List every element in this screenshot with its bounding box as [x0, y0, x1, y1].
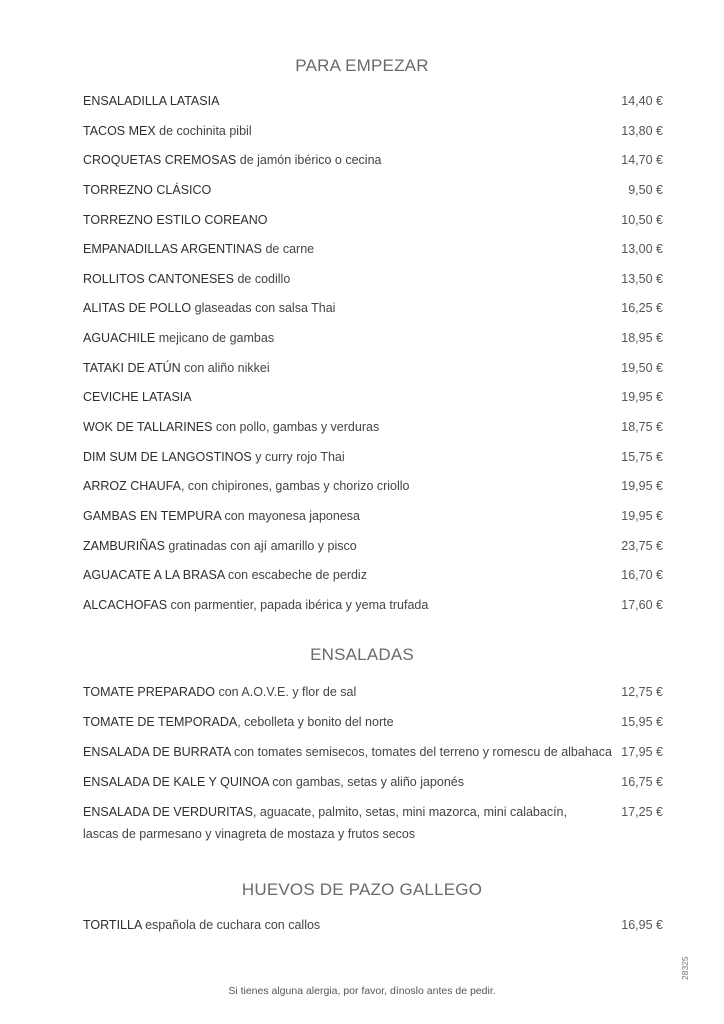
menu-item-title: TORREZNO CLÁSICO — [83, 182, 212, 197]
menu-item — [83, 294, 663, 324]
menu-item-name — [83, 383, 192, 413]
menu-item-description: de cochinita pibil — [155, 123, 252, 138]
menu-item-title: CEVICHE LATASIA — [83, 390, 192, 405]
menu-item-description: , aguacate, palmito, setas, mini mazorca, mini calabacín, lascas de parmesano y vinagreta de mostaza y frutos secos — [83, 805, 567, 841]
menu-item-title: ALITAS DE POLLO — [83, 301, 192, 316]
menu-item-price: 13,80 € — [621, 123, 663, 138]
menu-item — [83, 677, 663, 707]
menu-item-description: con escabeche de perdiz — [224, 568, 367, 583]
menu-item-name — [83, 797, 593, 845]
menu-item-name — [83, 265, 290, 295]
menu-item-description: de codillo — [233, 271, 291, 286]
menu-item-title: ALCACHOFAS — [83, 597, 168, 612]
menu-item — [83, 413, 663, 443]
menu-item-name — [83, 206, 268, 236]
menu-item-description: con gambas, setas y aliño japonés — [268, 775, 464, 789]
menu-item-price: 10,50 € — [621, 212, 663, 227]
menu-item-title: TACOS MEX — [83, 123, 156, 138]
menu-item — [83, 737, 663, 767]
menu-item-name — [83, 176, 211, 206]
menu-item-price: 14,70 € — [621, 153, 663, 168]
menu-item-description: glaseadas con salsa Thai — [191, 301, 336, 316]
menu-item-name — [83, 117, 252, 147]
menu-item-description: con mayonesa japonesa — [221, 508, 360, 523]
menu-list-huevos — [83, 910, 663, 940]
menu-item-title: GAMBAS EN TEMPURA — [83, 508, 221, 523]
menu-item-name — [83, 502, 360, 532]
menu-item — [83, 532, 663, 562]
menu-item-name — [83, 561, 367, 591]
menu-item-price: 16,95 € — [621, 918, 663, 932]
menu-item-description: con tomates semisecos, tomates del terreno y romescu de albahaca — [230, 745, 612, 759]
menu-item — [83, 87, 663, 117]
menu-item-price: 12,75 € — [621, 685, 663, 699]
menu-item-price: 15,95 € — [621, 715, 663, 729]
menu-item-title: AGUACHILE — [83, 331, 156, 346]
menu-item-description: de carne — [262, 242, 315, 257]
menu-item — [83, 265, 663, 295]
menu-item-name — [83, 146, 382, 176]
menu-item-description: , con chipirones, gambas y chorizo criollo — [180, 479, 410, 494]
menu-item-title: ZAMBURIÑAS — [83, 538, 165, 553]
menu-item-title: TOMATE DE TEMPORADA — [83, 715, 238, 729]
section-heading-huevos: HUEVOS DE PAZO GALLEGO — [241, 880, 483, 899]
menu-item-description: con pollo, gambas y verduras — [212, 420, 380, 435]
menu-item-price: 17,25 € — [621, 805, 663, 819]
menu-item-name — [83, 677, 356, 707]
menu-item-title: ENSALADA DE KALE Y QUINOA — [83, 775, 269, 789]
menu-item-price: 16,25 € — [621, 301, 663, 316]
menu-item-price: 18,95 € — [621, 331, 663, 346]
menu-item-title: WOK DE TALLARINES — [83, 420, 213, 435]
menu-item-price: 19,95 € — [621, 390, 663, 405]
menu-item-title: CROQUETAS CREMOSAS — [83, 153, 237, 168]
menu-item-name — [83, 737, 612, 767]
menu-item-title: ENSALADILLA LATASIA — [83, 94, 220, 108]
section-heading-ensaladas: ENSALADAS — [310, 645, 414, 664]
menu-item — [83, 443, 663, 473]
menu-item-title: ARROZ CHAUFA — [83, 479, 181, 494]
menu-item — [83, 235, 663, 265]
menu-item — [83, 383, 663, 413]
menu-item-description: , cebolleta y bonito del norte — [237, 715, 394, 729]
menu-item — [83, 910, 663, 940]
menu-item-price: 19,50 € — [621, 360, 663, 375]
menu-item — [83, 176, 663, 206]
menu-item-price: 19,95 € — [621, 508, 663, 523]
menu-item-price: 16,75 € — [621, 775, 663, 789]
menu-item-name — [83, 294, 335, 324]
menu-item-title: ENSALADA DE BURRATA — [83, 745, 231, 759]
menu-item-price: 18,75 € — [621, 420, 663, 435]
menu-item-price: 17,95 € — [621, 745, 663, 759]
menu-item-name — [83, 591, 428, 621]
menu-item-title: EMPANADILLAS ARGENTINAS — [83, 242, 262, 257]
menu-list-para-empezar — [83, 87, 663, 621]
menu-item — [83, 354, 663, 384]
menu-item-title: TATAKI DE ATÚN — [83, 360, 181, 375]
menu-item — [83, 324, 663, 354]
menu-item — [83, 472, 663, 502]
menu-item-name — [83, 532, 357, 562]
menu-item-price: 13,50 € — [621, 271, 663, 286]
menu-item-price: 17,60 € — [621, 597, 663, 612]
menu-item-name — [83, 235, 314, 265]
menu-item-title: DIM SUM DE LANGOSTINOS — [83, 449, 252, 464]
document-code: 28325 — [680, 956, 690, 980]
menu-item-title: ENSALADA DE VERDURITAS — [83, 805, 253, 819]
menu-item — [83, 591, 663, 621]
menu-list-ensaladas — [83, 677, 663, 845]
section-heading-para-empezar: PARA EMPEZAR — [295, 56, 429, 75]
menu-item-price: 14,40 € — [621, 94, 663, 108]
menu-item-price: 23,75 € — [621, 538, 663, 553]
menu-item — [83, 797, 663, 845]
menu-item-name — [83, 354, 270, 384]
menu-item-name — [83, 472, 410, 502]
menu-item-title: TORREZNO ESTILO COREANO — [83, 212, 268, 227]
menu-item-title: ROLLITOS CANTONESES — [83, 271, 234, 286]
menu-item-price: 16,70 € — [621, 568, 663, 583]
menu-item-name — [83, 443, 345, 473]
allergy-notice: Si tienes alguna alergia, por favor, dínoslo antes de pedir. — [228, 985, 496, 997]
menu-item-price: 13,00 € — [621, 242, 663, 257]
menu-item-name — [83, 767, 464, 797]
menu-item-title: TORTILLA — [83, 918, 142, 932]
menu-item-description: y curry rojo Thai — [251, 449, 345, 464]
menu-item-price: 9,50 € — [628, 182, 663, 197]
menu-item — [83, 206, 663, 236]
menu-item-price: 15,75 € — [621, 449, 663, 464]
menu-item-name — [83, 87, 219, 117]
menu-item-title: AGUACATE A LA BRASA — [83, 568, 225, 583]
menu-item — [83, 707, 663, 737]
menu-item-description: española de cuchara con callos — [141, 918, 321, 932]
menu-item — [83, 767, 663, 797]
menu-item-price: 19,95 € — [621, 479, 663, 494]
menu-item-description: con aliño nikkei — [180, 360, 270, 375]
menu-item-description: con A.O.V.E. y flor de sal — [214, 685, 357, 699]
menu-item-name — [83, 707, 394, 737]
menu-item-description: mejicano de gambas — [155, 331, 275, 346]
menu-item-title: TOMATE PREPARADO — [83, 685, 215, 699]
menu-item-name — [83, 910, 320, 940]
menu-item-description: gratinadas con ají amarillo y pisco — [164, 538, 357, 553]
menu-item — [83, 561, 663, 591]
menu-item — [83, 117, 663, 147]
menu-item-description: con parmentier, papada ibérica y yema trufada — [167, 597, 429, 612]
menu-item — [83, 146, 663, 176]
menu-item-description: de jamón ibérico o cecina — [236, 153, 382, 168]
menu-item-name — [83, 413, 379, 443]
menu-item — [83, 502, 663, 532]
menu-item-name — [83, 324, 274, 354]
